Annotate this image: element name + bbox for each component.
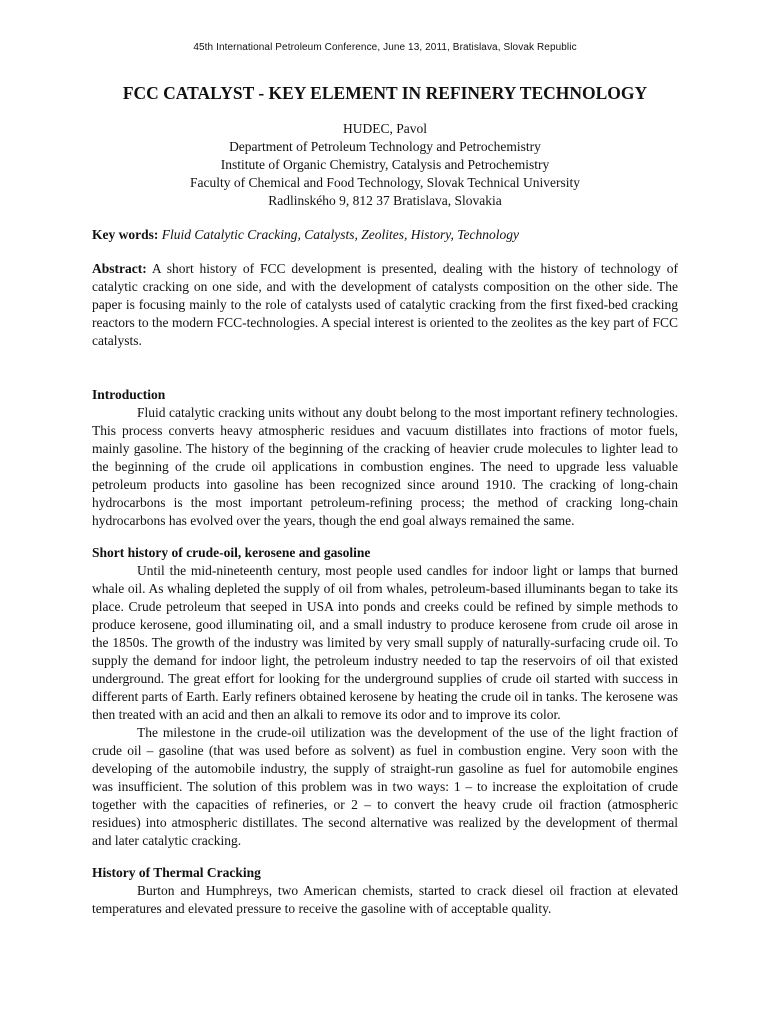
paragraph: The milestone in the crude-oil utilization was the development of the use of the light fraction of crude oil – gasoline (that was used before as solvent) as fuel in combustion engine. Very soon with the developing of the automobile industry, the supply of straight-run gasoline as fuel for automobile engines was insufficient. The solution of this problem was in two ways: 1 – to increase the exploitation of crude together with the capacities of refineries, or 2 – to convert the heavy crude oil fraction (atmospheric residues) into atmospheric distillates. The second alternative was realized by the development of thermal and later catalytic cracking. [92, 725, 678, 848]
conference-header: 45th International Petroleum Conference, June 13, 2011, Bratislava, Slovak Republic [193, 42, 577, 53]
paragraph: Burton and Humphreys, two American chemists, started to crack diesel oil fraction at elevated temperatures and elevated pressure to receive the gasoline with of acceptable quality. [92, 883, 678, 916]
affiliation-line: Faculty of Chemical and Food Technology, Slovak Technical University [189, 175, 581, 190]
affiliation-line: Department of Petroleum Technology and Petrochemistry [229, 139, 541, 154]
affiliation-line: Radlinského 9, 812 37 Bratislava, Slovakia [268, 193, 502, 208]
section-introduction [92, 386, 678, 530]
keywords [92, 226, 678, 244]
section-heading: History of Thermal Cracking [92, 865, 261, 880]
author-name: HUDEC, Pavol [343, 121, 427, 136]
paragraph: Until the mid-nineteenth century, most people used candles for indoor light or lamps that burned whale oil. As whaling depleted the supply of oil from whales, petroleum-based illuminants began to take its place. Crude petroleum that seeped in USA into ponds and creeks could be refined by simple methods to produce kerosene, good illuminating oil, and a small industry to produce kerosene from crude oil arose in the 1850s. The growth of the industry was limited by very small supply of naturally-surfacing crude oil. To supply the demand for indoor light, the petroleum industry needed to tap the reservoirs of oil that existed underground. The great effort for looking for the underground supplies of crude oil started with success in different parts of Earth. Early refiners obtained kerosene by heating the crude oil in tanks. The kerosene was then treated with an acid and then an alkali to remove its odor and to improve its color. [92, 563, 678, 722]
abstract-text: A short history of FCC development is presented, dealing with the history of technology of catalytic cracking on one side, and with the development of catalysts composition on the other side. The paper is focusing mainly to the role of catalysts used of catalytic cracking from the first fixed-bed cracking reactors to the modern FCC-technologies. A special interest is oriented to the zeolites as the key part of FCC catalysts. [92, 261, 678, 348]
section-heading: Introduction [92, 387, 166, 402]
affiliation-line: Institute of Organic Chemistry, Catalysis and Petrochemistry [220, 157, 550, 172]
keywords-label: Key words: [92, 227, 159, 242]
section-thermal-cracking [92, 864, 678, 918]
paragraph: Fluid catalytic cracking units without any doubt belong to the most important refinery technologies. This process converts heavy atmospheric residues and vacuum distillates into fractions of motor fuels, mainly gasoline. The history of the beginning of the cracking of heavier crude molecules to lighter lead to the beginning of the crude oil applications in combustion engines. The need to upgrade less valuable petroleum products into gasoline has been recognized since around 1910. The cracking of long-chain hydrocarbons is the most important petroleum-refining process; the method of cracking long-chain hydrocarbons has evolved over the years, though the end goal always remained the same. [92, 405, 678, 528]
keywords-text: Fluid Catalytic Cracking, Catalysts, Zeolites, History, Technology [161, 227, 519, 242]
abstract [92, 260, 678, 350]
author-block [92, 120, 678, 210]
paper-title: FCC CATALYST - KEY ELEMENT IN REFINERY TECHNOLOGY [122, 83, 648, 103]
section-heading: Short history of crude-oil, kerosene and gasoline [92, 545, 371, 560]
section-history-crude-oil [92, 544, 678, 850]
abstract-label: Abstract: [92, 261, 147, 276]
